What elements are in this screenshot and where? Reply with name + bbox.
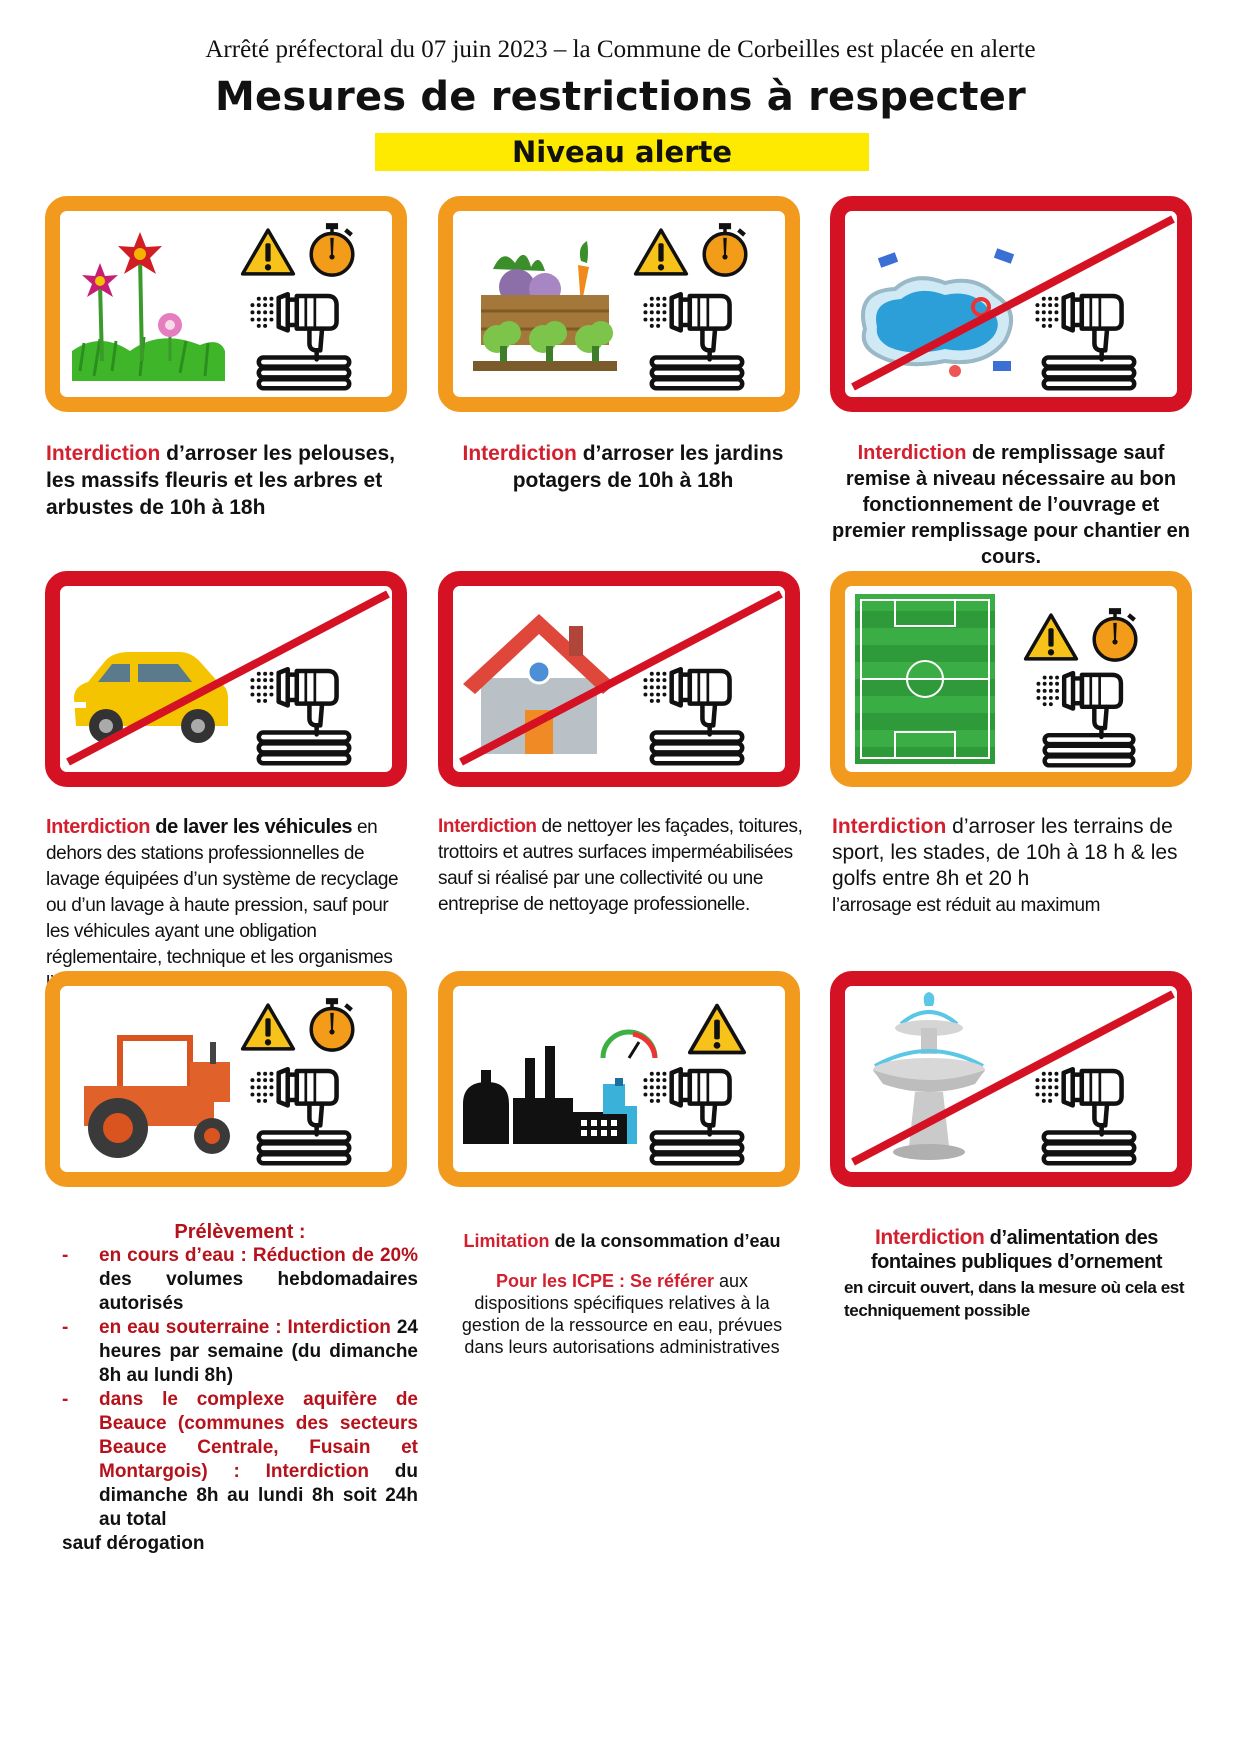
flowers-icon (72, 232, 225, 381)
page-title: Mesures de restrictions à respecter (215, 74, 1026, 120)
panel-pelouses (45, 196, 407, 412)
stopwatch-icon (1094, 608, 1136, 660)
warning-icon (243, 230, 294, 274)
list-item: - dans le complexe aquifère de Beauce (communes des secteurs Beauce Centrale, Fusain et Montargois) : Interdiction du dimanche 8h au lundi 8h soit 24h au total (62, 1388, 418, 1532)
hose-icon (1035, 1069, 1134, 1163)
panel-piscines (830, 196, 1192, 412)
tractor-icon (84, 1038, 230, 1158)
fountain-icon (873, 992, 985, 1160)
caption-potagers: Interdiction d’arroser les jardins potagers de 10h à 18h (462, 442, 784, 492)
caption-facades: Interdiction de nettoyer les façades, toitures, trottoirs et autres surfaces imperméabilisées sauf si réalisé par une collectivité ou une entreprise de nettoyage professionelle. (438, 816, 803, 915)
panel-industrie (438, 971, 800, 1187)
hose-icon (1036, 673, 1133, 765)
stopwatch-icon (311, 998, 353, 1050)
caption-vehicules: Interdiction de laver les véhicules en dehors des stations professionnelles de lavage équipées d’un système de recyclage ou d’un lavage à haute pression, sauf pour les véhicules ayant une obligation réglementaire, technique et les organismes (46, 816, 399, 968)
panel-sport (830, 571, 1192, 787)
football-field-icon (855, 594, 995, 764)
caption-sport: Interdiction d’arroser les terrains de sport, les stades, de 10h à 18 h & les golfs entre 8h et 20 h l’arrosage est réduit au maximum (832, 815, 1178, 916)
stopwatch-icon (704, 223, 746, 275)
warning-icon (690, 1006, 744, 1053)
caption-fontaines: Interdiction d’alimentation des fontaines publiques d’ornement en circuit ouvert, dans la mesure où cela est techniquement possible (844, 1226, 1185, 1320)
hose-icon (643, 669, 742, 763)
panel-agriculture (45, 971, 407, 1187)
car-icon (74, 652, 228, 743)
caption-pelouses: Interdiction d’arroser les pelouses, les massifs fleuris et les arbres et arbustes de 10h à 18h (46, 442, 395, 519)
caption-piscines: Interdiction de remplissage sauf remise à niveau nécessaire au bon fonctionnement de l’ouvrage et premier remplissage pour chantier en cours. (832, 442, 1190, 568)
hose-icon (643, 294, 742, 388)
caption-industrie: Limitation de la consommation d’eau Pour les ICPE : Se référer aux dispositions spécifiques relatives à la gestion de la ressource en eau, prévues dans leurs autorisations administratives (461, 1231, 783, 1357)
agriculture-list (62, 1244, 418, 1532)
stopwatch-icon (311, 223, 353, 275)
agriculture-footer: sauf dérogation (62, 1533, 205, 1554)
agriculture-title: Prélèvement : (174, 1221, 306, 1243)
panel-vehicules (45, 571, 407, 787)
warning-icon (243, 1005, 294, 1049)
warning-icon (1026, 615, 1077, 659)
caption-agriculture (62, 1220, 418, 1556)
warning-icon (636, 230, 687, 274)
alert-level-badge: Niveau alerte (375, 133, 869, 171)
decree-line: Arrêté préfectoral du 07 juin 2023 – la Commune de Corbeilles est placée en alerte (205, 36, 1036, 63)
hose-icon (250, 1069, 349, 1163)
hose-icon (1035, 294, 1134, 388)
list-item: - en cours d’eau : Réduction de 20% des volumes hebdomadaires autorisés (62, 1244, 418, 1316)
hose-icon (643, 1069, 742, 1163)
panel-fontaines (830, 971, 1192, 1187)
panel-facades (438, 571, 800, 787)
house-icon (463, 614, 615, 754)
list-item: - en eau souterraine : Interdiction 24 heures par semaine (du dimanche 8h au lundi 8h) (62, 1316, 418, 1388)
hose-icon (250, 669, 349, 763)
vegetables-icon (473, 241, 617, 371)
hose-icon (250, 294, 349, 388)
panel-potagers (438, 196, 800, 412)
